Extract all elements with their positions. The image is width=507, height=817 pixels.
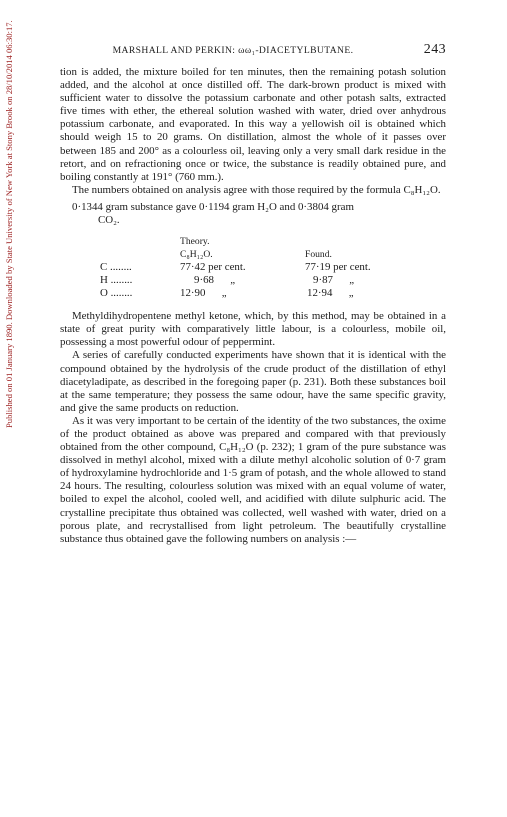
running-header [60, 42, 446, 58]
found-cell: 12·94 „ [307, 287, 354, 300]
element-cell: C ........ [100, 261, 132, 274]
paragraph-identity: A series of carefully conducted experiments have shown that it is identical with the compound obtained by the hydrolysis of the crude product of the distillation of ethyl diacetyladipate, as described in the foregoing paper (p. 231). Both these substances boil at the same temperature; they possess the same odour, have the same specific gravity, and give the same products on reduction. [60, 349, 446, 414]
found-cell: 77·19 per cent. [305, 261, 371, 274]
journal-page [60, 42, 446, 546]
theory-cell: 9·68 „ [194, 274, 236, 287]
element-cell: H ........ [100, 274, 133, 287]
table-row [100, 287, 425, 300]
results-table [100, 235, 425, 300]
table-row [100, 274, 425, 287]
theory-cell: 77·42 per cent. [180, 261, 246, 274]
analysis-line-continued: CO₂. [98, 214, 120, 227]
found-cell: 9·87 „ [313, 274, 355, 287]
theory-cell: 12·90 „ [180, 287, 227, 300]
theory-formula: C₈H₁₂O. [180, 249, 213, 261]
paragraph-oxime: As it was very important to be certain of the identity of the two substances, the oxime of the product obtained as above was prepared and compared with that previously obtained from the other compound, C₈H₁₂O (p. 232); 1 gram of the pure substance was dissolved in methyl alcohol, mixed with a dilute methyl alcoholic solution of 0·7 gram of hydroxylamine hydrochloride and 1·5 gram of potash, and the whole allowed to stand 24 hours. The resulting, colourless solution was mixed with an equal volume of water, boiled to expel the alcohol, cooled well, and acidified with dilute sulphuric acid. The crystalline precipitate thus obtained was collected, well washed with water, dried on a porous plate, and recrystallised from light petroleum. The beautifully crystalline substance thus obtained gave the following numbers on analysis :— [60, 414, 446, 545]
page-number: 243 [423, 42, 446, 57]
analysis-line: 0·1344 gram substance gave 0·1194 gram H₂O and 0·3804 gram [72, 200, 354, 213]
element-cell: O ........ [100, 287, 133, 300]
theory-label: Theory. [180, 236, 210, 248]
download-watermark: Published on 01 January 1890. Downloaded by State University of New York at Stony Brook on 28/10/2014 06:30:17. [4, 20, 14, 428]
table-row [100, 261, 425, 274]
paragraph-formula: The numbers obtained on analysis agree with those required by the formula C₈H₁₂O. [72, 183, 441, 196]
theory-header [180, 235, 305, 261]
analysis-data [72, 201, 446, 227]
results-header-row [100, 235, 425, 261]
found-header: Found. [305, 249, 332, 261]
paragraph-continuation: tion is added, the mixture boiled for ten minutes, then the remaining potash solution added, and the alcohol at once distilled off. The dark-brown product is mixed with sufficient water to dissolve the potassium carbonate and other potash salts, extracted five times with ether, the ethereal solution washed with water, dried over anhydrous potassium carbonate, and evaporated. In this way a yellowish oil is obtained which should weigh 15 to 20 grams. On distillation, almost the whole of it passes over between 185 and 200° as a colourless oil, leaving only a very small dark residue in the retort, and on refractioning once or twice, the substance is readily obtained pure, and boiling constantly at 191° (760 mm.). [60, 66, 446, 183]
paragraph-description: Methyldihydropentene methyl ketone, which, by this method, may be obtained in a state of great purity with comparatively little labour, is a colourless, mobile oil, possessing a most powerful odour of peppermint. [60, 310, 446, 349]
running-title: MARSHALL AND PERKIN: ωω₁-DIACETYLBUTANE. [112, 45, 354, 56]
